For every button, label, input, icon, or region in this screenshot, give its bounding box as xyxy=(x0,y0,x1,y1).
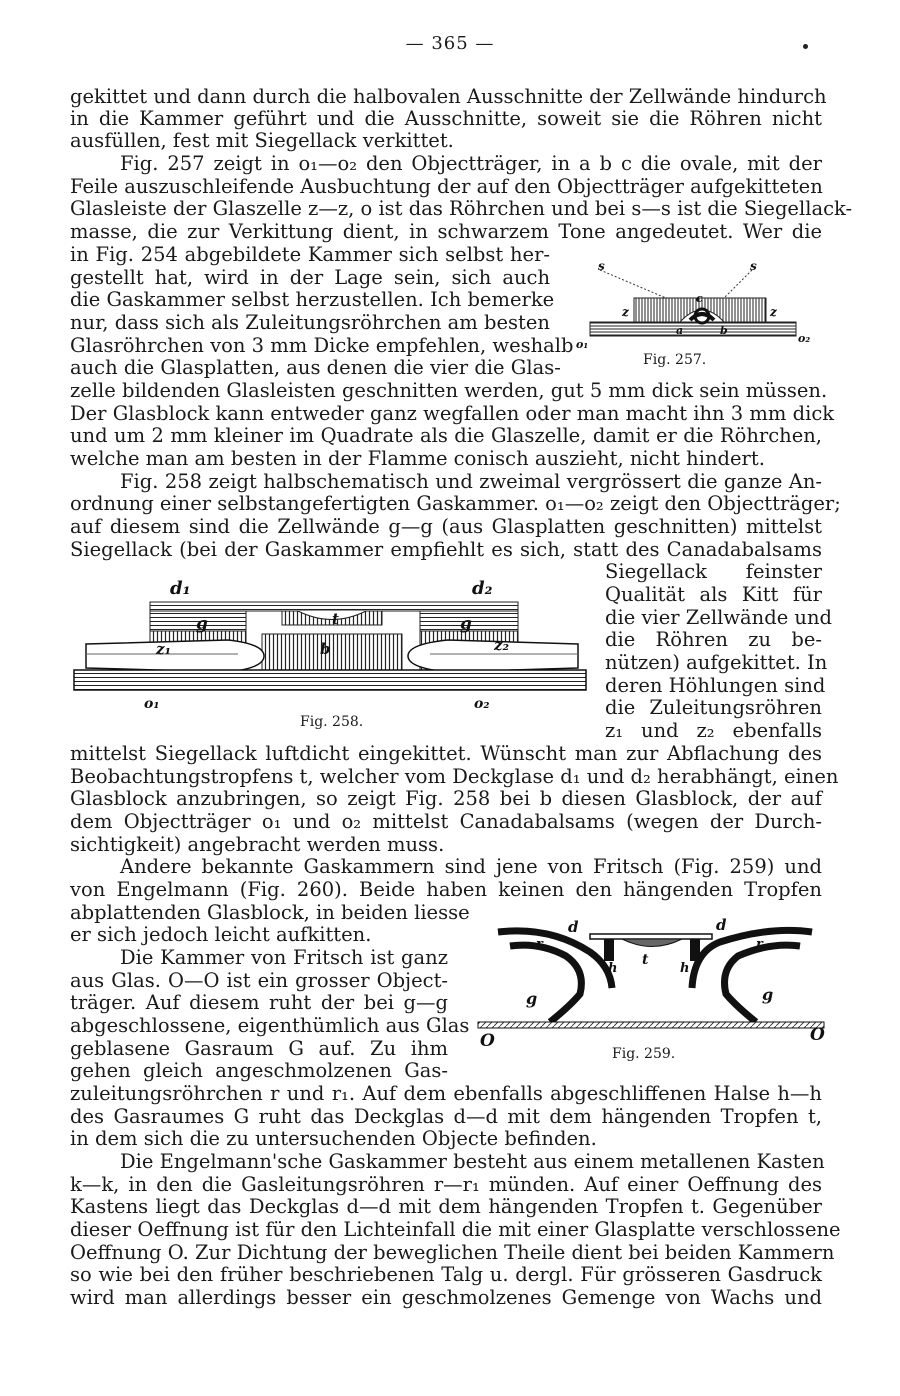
text-line: Kastens liegt das Deckglas d—d mit dem hängenden Tropfen t. Gegenüber xyxy=(70,1195,822,1218)
fig257-label-s: s xyxy=(750,259,757,273)
text-line: so wie bei den früher beschriebenen Talg u. dergl. Für grösseren Gasdruck xyxy=(70,1263,822,1286)
text-line: Oeffnung O. Zur Dichtung der beweglichen Theile dient bei beiden Kammern xyxy=(70,1241,835,1264)
fig258-label-o2: o₂ xyxy=(474,696,490,710)
text-line: geblasene Gasraum G auf. Zu ihm xyxy=(70,1037,448,1060)
fig259-label-g: g xyxy=(762,985,774,1004)
fig259-label-g: g xyxy=(526,989,538,1008)
fig259-label-h: h xyxy=(608,961,618,976)
fig257-label-b: b xyxy=(720,324,728,337)
fig257-label-o1: o₁ xyxy=(576,338,589,348)
text-line: zuleitungsröhrchen r und r₁. Auf dem ebenfalls abgeschliffenen Halse h—h xyxy=(70,1082,822,1105)
text-line: die Gaskammer selbst herzustellen. Ich bemerke xyxy=(70,288,555,311)
text-line: auf diesem sind die Zellwände g—g (aus Glasplatten geschnitten) mittelst xyxy=(70,515,822,538)
fig257-label-s: s xyxy=(598,259,605,273)
fig258-label-z1: z₁ xyxy=(156,640,172,658)
text-line: und um 2 mm kleiner im Quadrate als die Glaszelle, damit er die Röhrchen, xyxy=(70,424,822,447)
text-line: wird man allerdings besser ein geschmolzenes Gemenge von Wachs und xyxy=(70,1286,822,1309)
text-line: dieser Oeffnung ist für den Lichteinfall die mit einer Glasplatte verschlossene xyxy=(70,1218,841,1241)
text-line: gehen gleich angeschmolzenen Gas- xyxy=(70,1059,448,1082)
fig259-label-r: r xyxy=(756,937,763,952)
text-line: z₁ und z₂ ebenfalls xyxy=(605,719,822,742)
fig258-label-t: t xyxy=(332,610,339,628)
text-line: die Röhren zu be- xyxy=(605,628,822,651)
fig259-label-r: r xyxy=(536,937,543,952)
text-line: träger. Auf diesem ruht der bei g—g xyxy=(70,991,448,1014)
ink-dot xyxy=(803,44,808,49)
fig259-label-t: t xyxy=(642,952,649,968)
text-line: er sich jedoch leicht aufkitten. xyxy=(70,923,372,946)
fig259-label-d: d xyxy=(568,918,579,936)
text-line: auch die Glasplatten, aus denen die vier die Glas- xyxy=(70,356,561,379)
text-line: abplattenden Glasblock, in beiden liesse xyxy=(70,901,470,924)
text-line: Der Glasblock kann entweder ganz wegfallen oder man macht ihn 3 mm dick xyxy=(70,402,835,425)
text-line: Glasblock anzubringen, so zeigt Fig. 258 bei b diesen Glasblock, der auf xyxy=(70,787,822,810)
text-line: abgeschlossene, eigenthümlich aus Glas xyxy=(70,1014,470,1037)
text-line: nur, dass sich als Zuleitungsröhrchen am besten xyxy=(70,311,550,334)
text-line: masse, die zur Verkittung dient, in schwarzem Tone angedeutet. Wer die xyxy=(70,220,822,243)
text-line: Feile auszuschleifende Ausbuchtung der auf den Objectträger aufgekitteten xyxy=(70,175,823,198)
text-line: sichtigkeit) angebracht werden muss. xyxy=(70,833,445,856)
fig257-label-o2: o₂ xyxy=(798,332,811,345)
text-line: Fig. 257 zeigt in o₁—o₂ den Objectträger, in a b c die ovale, mit der xyxy=(120,152,822,175)
figure-259 xyxy=(470,912,832,1052)
text-line: ausfüllen, fest mit Siegellack verkittet. xyxy=(70,129,454,152)
fig259-label-O: O xyxy=(810,1025,825,1045)
text-line: in Fig. 254 abgebildete Kammer sich selbst her- xyxy=(70,243,550,266)
fig258-label-d2: d₂ xyxy=(472,578,493,599)
text-line: gekittet und dann durch die halbovalen Ausschnitte der Zellwände hindurch xyxy=(70,85,827,108)
fig257-label-c: c xyxy=(696,292,703,305)
fig257-label-z: z xyxy=(622,305,629,319)
text-line: mittelst Siegellack luftdicht eingekittet. Wünscht man zur Abflachung des xyxy=(70,742,822,765)
text-line: Die Engelmann'sche Gaskammer besteht aus einem metallenen Kasten xyxy=(120,1150,825,1173)
text-line: von Engelmann (Fig. 260). Beide haben keinen den hängenden Tropfen xyxy=(70,878,822,901)
fig258-caption: Fig. 258. xyxy=(300,714,364,730)
text-line: aus Glas. O—O ist ein grosser Object- xyxy=(70,969,448,992)
text-line: Glasleiste der Glaszelle z—z, o ist das Röhrchen und bei s—s ist die Siegellack- xyxy=(70,197,853,220)
fig257-label-z: z xyxy=(770,305,777,319)
text-line: Glasröhrchen von 3 mm Dicke empfehlen, weshalb xyxy=(70,334,574,357)
text-line: Siegellack (bei der Gaskammer empfiehlt es sich, statt des Canadabalsams xyxy=(70,538,822,561)
page-number: — 365 — xyxy=(405,33,495,54)
text-line: nützen) aufgekittet. In xyxy=(605,651,828,674)
text-line: Qualität als Kitt für xyxy=(605,583,822,606)
text-line: gestellt hat, wird in der Lage sein, sich auch xyxy=(70,266,550,289)
text-line: deren Höhlungen sind xyxy=(605,674,826,697)
text-line: Andere bekannte Gaskammern sind jene von Fritsch (Fig. 259) und xyxy=(120,855,822,878)
text-line: Beobachtungstropfens t, welcher vom Deckglase d₁ und d₂ herabhängt, einen xyxy=(70,765,839,788)
fig258-label-d1: d₁ xyxy=(170,578,191,599)
text-line: Siegellack feinster xyxy=(605,560,822,583)
text-line: die vier Zellwände und xyxy=(605,606,833,629)
fig257-caption: Fig. 257. xyxy=(643,352,707,368)
text-line: Die Kammer von Fritsch ist ganz xyxy=(120,946,448,969)
fig258-label-z2: z₂ xyxy=(494,636,510,654)
figure-257 xyxy=(572,256,822,348)
text-line: in dem sich die zu untersuchenden Objecte befinden. xyxy=(70,1127,597,1150)
text-line: in die Kammer geführt und die Ausschnitte, soweit sie die Röhren nicht xyxy=(70,107,822,130)
fig258-label-g: g xyxy=(460,614,472,634)
fig258-label-b: b xyxy=(320,640,331,658)
fig259-label-O: O xyxy=(480,1031,495,1051)
fig259-label-d: d xyxy=(716,916,727,934)
text-line: die Zuleitungsröhren xyxy=(605,696,822,719)
text-line: Fig. 258 zeigt halbschematisch und zweimal vergrössert die ganze An- xyxy=(120,470,822,493)
fig259-caption: Fig. 259. xyxy=(612,1046,676,1062)
fig258-label-g: g xyxy=(196,614,208,634)
figure-258 xyxy=(68,576,592,710)
text-line: welche man am besten in der Flamme conisch auszieht, nicht hindert. xyxy=(70,447,765,470)
fig258-label-o1: o₁ xyxy=(144,696,160,710)
text-line: k—k, in den die Gasleitungsröhren r—r₁ münden. Auf einer Oeffnung des xyxy=(70,1173,822,1196)
text-line: ordnung einer selbstangefertigten Gaskammer. o₁—o₂ zeigt den Objectträger; xyxy=(70,492,841,515)
text-line: zelle bildenden Glasleisten geschnitten werden, gut 5 mm dick sein müssen. xyxy=(70,379,828,402)
fig257-label-a: a xyxy=(676,324,684,337)
text-line: des Gasraumes G ruht das Deckglas d—d mit dem hängenden Tropfen t, xyxy=(70,1105,822,1128)
text-line: dem Objectträger o₁ und o₂ mittelst Canadabalsams (wegen der Durch- xyxy=(70,810,822,833)
fig259-label-h: h xyxy=(680,961,690,976)
